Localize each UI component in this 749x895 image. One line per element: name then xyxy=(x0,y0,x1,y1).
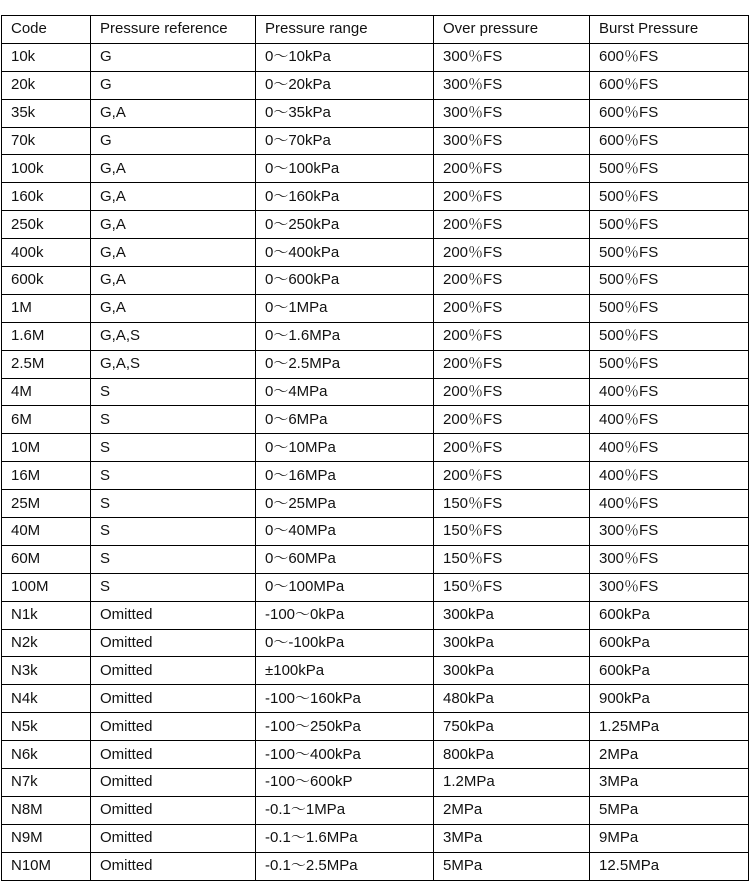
cell-pressure-reference: S xyxy=(91,378,256,406)
cell-pressure-reference: S xyxy=(91,490,256,518)
cell-burst-pressure: 900kPa xyxy=(590,685,749,713)
cell-pressure-range: 0～6MPa xyxy=(256,406,434,434)
cell-over-pressure: 150％FS xyxy=(434,573,590,601)
cell-pressure-range: 0～1MPa xyxy=(256,294,434,322)
cell-pressure-reference: G,A xyxy=(91,155,256,183)
cell-pressure-reference: G,A xyxy=(91,99,256,127)
cell-burst-pressure: 500％FS xyxy=(590,322,749,350)
cell-over-pressure: 300kPa xyxy=(434,629,590,657)
table-row xyxy=(2,518,749,546)
table-row xyxy=(2,629,749,657)
cell-burst-pressure: 600％FS xyxy=(590,71,749,99)
cell-over-pressure: 200％FS xyxy=(434,239,590,267)
cell-over-pressure: 300kPa xyxy=(434,601,590,629)
table-row xyxy=(2,155,749,183)
cell-burst-pressure: 3MPa xyxy=(590,769,749,797)
cell-pressure-reference: G xyxy=(91,127,256,155)
header-over-pressure: Over pressure xyxy=(434,16,590,44)
cell-burst-pressure: 500％FS xyxy=(590,267,749,295)
cell-pressure-reference: S xyxy=(91,406,256,434)
cell-over-pressure: 2MPa xyxy=(434,796,590,824)
cell-pressure-range: 0～40MPa xyxy=(256,518,434,546)
table-row xyxy=(2,685,749,713)
cell-code: 10k xyxy=(2,43,91,71)
cell-code: 70k xyxy=(2,127,91,155)
cell-code: 600k xyxy=(2,267,91,295)
cell-pressure-range: 0～70kPa xyxy=(256,127,434,155)
cell-burst-pressure: 600％FS xyxy=(590,43,749,71)
table-row xyxy=(2,769,749,797)
cell-over-pressure: 200％FS xyxy=(434,462,590,490)
cell-over-pressure: 300％FS xyxy=(434,71,590,99)
cell-code: N5k xyxy=(2,713,91,741)
cell-pressure-reference: Omitted xyxy=(91,769,256,797)
cell-pressure-range: 0～4MPa xyxy=(256,378,434,406)
cell-pressure-range: 0～25MPa xyxy=(256,490,434,518)
cell-over-pressure: 200％FS xyxy=(434,322,590,350)
cell-pressure-reference: Omitted xyxy=(91,685,256,713)
cell-burst-pressure: 5MPa xyxy=(590,796,749,824)
header-pressure-range: Pressure range xyxy=(256,16,434,44)
cell-burst-pressure: 500％FS xyxy=(590,211,749,239)
cell-over-pressure: 480kPa xyxy=(434,685,590,713)
cell-over-pressure: 300％FS xyxy=(434,99,590,127)
cell-pressure-range: 0～2.5MPa xyxy=(256,350,434,378)
pressure-spec-table xyxy=(1,15,749,881)
cell-over-pressure: 5MPa xyxy=(434,852,590,880)
table-row xyxy=(2,183,749,211)
cell-over-pressure: 200％FS xyxy=(434,294,590,322)
cell-over-pressure: 200％FS xyxy=(434,378,590,406)
table-row xyxy=(2,545,749,573)
cell-burst-pressure: 400％FS xyxy=(590,406,749,434)
cell-over-pressure: 200％FS xyxy=(434,267,590,295)
cell-pressure-range: 0～100MPa xyxy=(256,573,434,601)
cell-pressure-reference: Omitted xyxy=(91,713,256,741)
cell-burst-pressure: 400％FS xyxy=(590,378,749,406)
table-row xyxy=(2,657,749,685)
table-row xyxy=(2,852,749,880)
table-row xyxy=(2,267,749,295)
cell-code: 100k xyxy=(2,155,91,183)
cell-pressure-reference: Omitted xyxy=(91,601,256,629)
cell-pressure-range: -100～250kPa xyxy=(256,713,434,741)
cell-pressure-reference: Omitted xyxy=(91,852,256,880)
cell-pressure-reference: S xyxy=(91,573,256,601)
cell-code: 2.5M xyxy=(2,350,91,378)
cell-pressure-range: 0～250kPa xyxy=(256,211,434,239)
table-row xyxy=(2,350,749,378)
cell-burst-pressure: 300％FS xyxy=(590,545,749,573)
cell-pressure-reference: S xyxy=(91,545,256,573)
cell-pressure-range: -100～600kP xyxy=(256,769,434,797)
cell-pressure-range: ±100kPa xyxy=(256,657,434,685)
cell-pressure-reference: G,A xyxy=(91,211,256,239)
table-row xyxy=(2,573,749,601)
table-row xyxy=(2,239,749,267)
table-row xyxy=(2,490,749,518)
cell-pressure-reference: Omitted xyxy=(91,741,256,769)
cell-burst-pressure: 400％FS xyxy=(590,434,749,462)
table-row xyxy=(2,378,749,406)
cell-pressure-range: 0～-100kPa xyxy=(256,629,434,657)
cell-pressure-range: 0～16MPa xyxy=(256,462,434,490)
table-row xyxy=(2,211,749,239)
cell-code: 10M xyxy=(2,434,91,462)
cell-code: 1M xyxy=(2,294,91,322)
cell-pressure-reference: S xyxy=(91,518,256,546)
cell-pressure-range: 0～600kPa xyxy=(256,267,434,295)
cell-burst-pressure: 600％FS xyxy=(590,99,749,127)
table-row xyxy=(2,434,749,462)
cell-pressure-range: -0.1～1MPa xyxy=(256,796,434,824)
cell-pressure-reference: Omitted xyxy=(91,629,256,657)
cell-pressure-range: -0.1～2.5MPa xyxy=(256,852,434,880)
cell-code: N8M xyxy=(2,796,91,824)
cell-pressure-reference: G,A xyxy=(91,239,256,267)
cell-pressure-reference: Omitted xyxy=(91,796,256,824)
cell-burst-pressure: 600kPa xyxy=(590,601,749,629)
cell-over-pressure: 300％FS xyxy=(434,43,590,71)
cell-over-pressure: 800kPa xyxy=(434,741,590,769)
cell-pressure-range: -100～0kPa xyxy=(256,601,434,629)
header-code: Code xyxy=(2,16,91,44)
cell-pressure-range: 0～35kPa xyxy=(256,99,434,127)
table-row xyxy=(2,796,749,824)
cell-over-pressure: 200％FS xyxy=(434,406,590,434)
cell-pressure-reference: S xyxy=(91,434,256,462)
pressure-spec-sheet xyxy=(1,15,749,881)
cell-burst-pressure: 400％FS xyxy=(590,490,749,518)
table-row xyxy=(2,71,749,99)
table-row xyxy=(2,294,749,322)
cell-pressure-reference: S xyxy=(91,462,256,490)
cell-pressure-reference: G,A xyxy=(91,267,256,295)
cell-burst-pressure: 500％FS xyxy=(590,155,749,183)
cell-over-pressure: 200％FS xyxy=(434,350,590,378)
cell-code: 1.6M xyxy=(2,322,91,350)
table-row xyxy=(2,43,749,71)
table-header-row xyxy=(2,16,749,44)
cell-pressure-range: 0～100kPa xyxy=(256,155,434,183)
cell-pressure-range: 0～400kPa xyxy=(256,239,434,267)
cell-code: N7k xyxy=(2,769,91,797)
cell-code: N1k xyxy=(2,601,91,629)
cell-burst-pressure: 9MPa xyxy=(590,824,749,852)
cell-over-pressure: 200％FS xyxy=(434,434,590,462)
cell-over-pressure: 150％FS xyxy=(434,545,590,573)
cell-over-pressure: 750kPa xyxy=(434,713,590,741)
cell-burst-pressure: 500％FS xyxy=(590,183,749,211)
cell-burst-pressure: 300％FS xyxy=(590,573,749,601)
cell-over-pressure: 200％FS xyxy=(434,155,590,183)
cell-code: 16M xyxy=(2,462,91,490)
cell-code: 4M xyxy=(2,378,91,406)
cell-code: N10M xyxy=(2,852,91,880)
cell-over-pressure: 200％FS xyxy=(434,211,590,239)
table-row xyxy=(2,462,749,490)
cell-pressure-range: 0～10kPa xyxy=(256,43,434,71)
cell-pressure-reference: G,A,S xyxy=(91,350,256,378)
cell-pressure-range: -0.1～1.6MPa xyxy=(256,824,434,852)
cell-pressure-range: -100～160kPa xyxy=(256,685,434,713)
cell-pressure-reference: G,A,S xyxy=(91,322,256,350)
cell-code: N9M xyxy=(2,824,91,852)
cell-pressure-range: 0～1.6MPa xyxy=(256,322,434,350)
cell-over-pressure: 3MPa xyxy=(434,824,590,852)
table-body xyxy=(2,43,749,880)
cell-burst-pressure: 500％FS xyxy=(590,239,749,267)
cell-pressure-range: 0～20kPa xyxy=(256,71,434,99)
cell-code: N4k xyxy=(2,685,91,713)
cell-over-pressure: 300kPa xyxy=(434,657,590,685)
cell-burst-pressure: 2MPa xyxy=(590,741,749,769)
cell-over-pressure: 150％FS xyxy=(434,490,590,518)
cell-pressure-reference: G xyxy=(91,43,256,71)
cell-over-pressure: 300％FS xyxy=(434,127,590,155)
cell-burst-pressure: 300％FS xyxy=(590,518,749,546)
cell-over-pressure: 200％FS xyxy=(434,183,590,211)
cell-pressure-reference: Omitted xyxy=(91,824,256,852)
cell-code: 20k xyxy=(2,71,91,99)
table-row xyxy=(2,322,749,350)
header-burst-pressure: Burst Pressure xyxy=(590,16,749,44)
table-row xyxy=(2,127,749,155)
cell-code: N2k xyxy=(2,629,91,657)
cell-burst-pressure: 600kPa xyxy=(590,657,749,685)
table-row xyxy=(2,824,749,852)
cell-pressure-range: 0～10MPa xyxy=(256,434,434,462)
cell-pressure-reference: G xyxy=(91,71,256,99)
cell-over-pressure: 150％FS xyxy=(434,518,590,546)
cell-code: 6M xyxy=(2,406,91,434)
cell-pressure-reference: Omitted xyxy=(91,657,256,685)
cell-code: 60M xyxy=(2,545,91,573)
cell-code: 160k xyxy=(2,183,91,211)
cell-pressure-reference: G,A xyxy=(91,294,256,322)
cell-burst-pressure: 600％FS xyxy=(590,127,749,155)
table-row xyxy=(2,713,749,741)
cell-pressure-range: 0～160kPa xyxy=(256,183,434,211)
table-row xyxy=(2,406,749,434)
cell-code: N3k xyxy=(2,657,91,685)
cell-code: N6k xyxy=(2,741,91,769)
cell-code: 400k xyxy=(2,239,91,267)
cell-burst-pressure: 400％FS xyxy=(590,462,749,490)
cell-pressure-range: -100～400kPa xyxy=(256,741,434,769)
cell-burst-pressure: 500％FS xyxy=(590,294,749,322)
table-row xyxy=(2,99,749,127)
cell-code: 35k xyxy=(2,99,91,127)
cell-code: 100M xyxy=(2,573,91,601)
header-pressure-reference: Pressure reference xyxy=(91,16,256,44)
cell-burst-pressure: 12.5MPa xyxy=(590,852,749,880)
cell-pressure-range: 0～60MPa xyxy=(256,545,434,573)
cell-burst-pressure: 1.25MPa xyxy=(590,713,749,741)
table-row xyxy=(2,601,749,629)
cell-burst-pressure: 600kPa xyxy=(590,629,749,657)
cell-over-pressure: 1.2MPa xyxy=(434,769,590,797)
table-row xyxy=(2,741,749,769)
cell-code: 250k xyxy=(2,211,91,239)
cell-code: 25M xyxy=(2,490,91,518)
cell-pressure-reference: G,A xyxy=(91,183,256,211)
cell-code: 40M xyxy=(2,518,91,546)
cell-burst-pressure: 500％FS xyxy=(590,350,749,378)
